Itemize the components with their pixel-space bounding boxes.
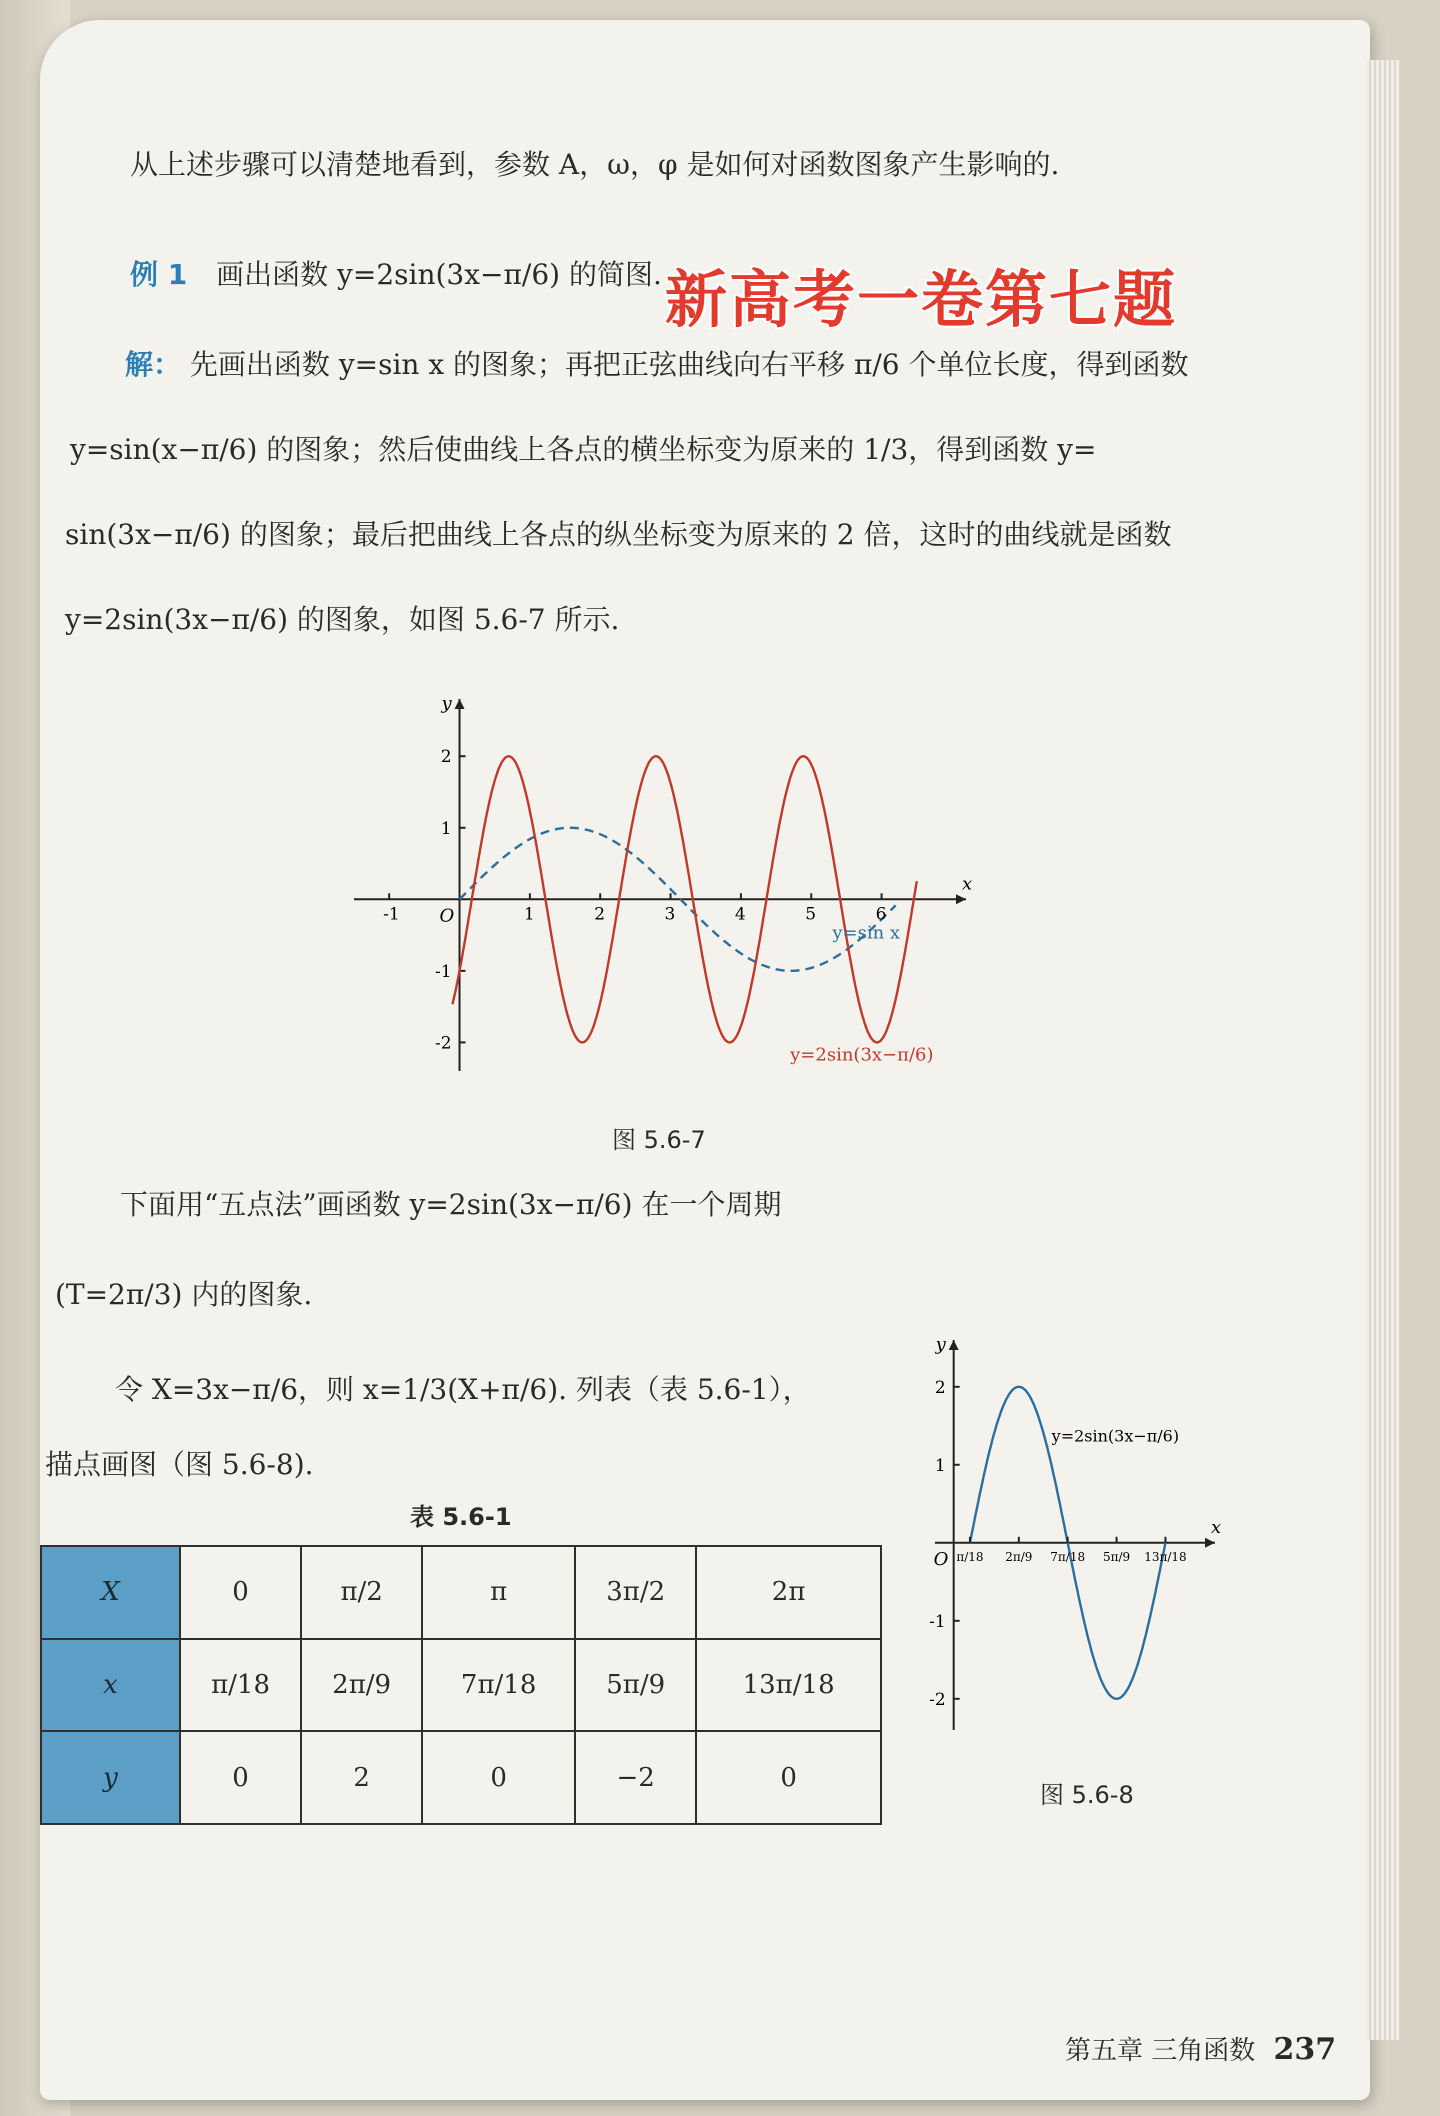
- y-tick-label: 2: [440, 747, 452, 768]
- five-point-line-2: (T=2π/3) 内的图象.: [55, 1278, 313, 1311]
- example-heading: [130, 255, 662, 295]
- y-tick-label: -1: [929, 1611, 946, 1632]
- x-tick-label: 3: [664, 904, 676, 925]
- page-number: 237: [1273, 2032, 1337, 2067]
- y-axis-label: y: [935, 1334, 946, 1355]
- table-row: [41, 1731, 881, 1824]
- x-tick-label: 2π/9: [1005, 1549, 1033, 1564]
- solution-line-2: y=sin(x−π/6) 的图象；然后使曲线上各点的横坐标变为原来的 1/3，得到函数 y=: [70, 433, 1097, 466]
- y-tick-label: -2: [929, 1689, 946, 1710]
- table-cell: 13π/18: [696, 1639, 881, 1732]
- intro-line: 从上述步骤可以清楚地看到，参数 A，ω，φ 是如何对函数图象产生影响的.: [130, 148, 1060, 181]
- transformed-curve-label: y=2sin(3x−π/6): [790, 1044, 934, 1066]
- table-cell: 7π/18: [422, 1639, 575, 1732]
- figure-5-6-7: [330, 675, 990, 1095]
- values-table: [40, 1545, 882, 1825]
- table-cell: 0: [696, 1731, 881, 1824]
- sin-curve-label: y=sin x: [832, 922, 901, 944]
- x-tick-label: 7π/18: [1050, 1549, 1086, 1564]
- table-cell: −2: [575, 1731, 696, 1824]
- table-cell: 2π: [696, 1546, 881, 1639]
- solution-line-4: y=2sin(3x−π/6) 的图象，如图 5.6-7 所示.: [65, 603, 620, 636]
- origin-label: O: [933, 1548, 949, 1570]
- origin-label: O: [439, 905, 455, 927]
- page-edge: [1366, 60, 1400, 2040]
- x-axis-arrow: [1205, 1538, 1215, 1548]
- table-cell: 2: [301, 1731, 422, 1824]
- solution-text-1: 先画出函数 y=sin x 的图象；再把正弦曲线向右平移 π/6 个单位长度，得到函数: [189, 348, 1189, 381]
- figure-5-6-7-caption: 图 5.6-7: [612, 1126, 706, 1154]
- table-cell: 0: [180, 1731, 301, 1824]
- table-cell: 5π/9: [575, 1639, 696, 1732]
- table-cell: π: [422, 1546, 575, 1639]
- y-tick-label: 1: [440, 818, 452, 839]
- x-tick-label: 2: [594, 904, 606, 925]
- example-text: 画出函数 y=2sin(3x−π/6) 的简图.: [216, 258, 662, 291]
- x-axis-label: x: [962, 873, 973, 895]
- x-tick-label: π/18: [956, 1549, 984, 1564]
- table-cell: 3π/2: [575, 1546, 696, 1639]
- x-tick-label: 6: [875, 904, 887, 925]
- row-header: y: [41, 1731, 180, 1824]
- y-axis-arrow: [949, 1340, 959, 1350]
- y-tick-label: 1: [934, 1455, 946, 1476]
- footer-chapter: 第五章 三角函数: [1065, 2036, 1256, 2066]
- x-tick-label: 1: [523, 904, 535, 925]
- x-tick-label: 5: [805, 904, 817, 925]
- banner-overlay: 新高考一卷第七题: [665, 263, 1178, 336]
- table-row: [41, 1546, 881, 1639]
- five-point-curve-label: y=2sin(3x−π/6): [1051, 1426, 1180, 1446]
- x-tick-label: 4: [734, 904, 746, 925]
- y-tick-label: 2: [934, 1377, 946, 1398]
- x-tick-label: -1: [383, 904, 400, 925]
- plot-line: 描点画图（图 5.6-8).: [45, 1448, 314, 1481]
- row-header: X: [41, 1546, 180, 1639]
- table-cell: π/18: [180, 1639, 301, 1732]
- figure-5-6-8: [915, 1320, 1235, 1750]
- table-cell: 0: [180, 1546, 301, 1639]
- table-caption: 表 5.6-1: [410, 1503, 512, 1531]
- y-tick-label: -1: [434, 961, 452, 982]
- figure-5-6-8-caption: 图 5.6-8: [1040, 1781, 1134, 1809]
- table-cell: π/2: [301, 1546, 422, 1639]
- solution-line-1: [125, 345, 1189, 385]
- page-footer: [1065, 2030, 1336, 2067]
- five-point-line-1: 下面用“五点法”画函数 y=2sin(3x−π/6) 在一个周期: [120, 1188, 782, 1221]
- let-line: 令 X=3x−π/6，则 x=1/3(X+π/6). 列表（表 5.6-1），: [115, 1373, 811, 1406]
- x-tick-label: 5π/9: [1102, 1549, 1131, 1564]
- y-axis-label: y: [441, 693, 452, 714]
- x-axis-label: x: [1211, 1516, 1222, 1538]
- example-label: 例 1: [130, 258, 188, 291]
- solution-label: 解：: [125, 348, 182, 381]
- solution-line-3: sin(3x−π/6) 的图象；最后把曲线上各点的纵坐标变为原来的 2 倍，这时的曲线就是函数: [65, 518, 1172, 551]
- x-axis-arrow: [956, 894, 966, 904]
- table-cell: 0: [422, 1731, 575, 1824]
- table-row: [41, 1639, 881, 1732]
- y-tick-label: -2: [434, 1033, 452, 1054]
- row-header: x: [41, 1639, 180, 1732]
- x-tick-label: 13π/18: [1144, 1549, 1187, 1564]
- y-axis-arrow: [455, 699, 465, 709]
- table-cell: 2π/9: [301, 1639, 422, 1732]
